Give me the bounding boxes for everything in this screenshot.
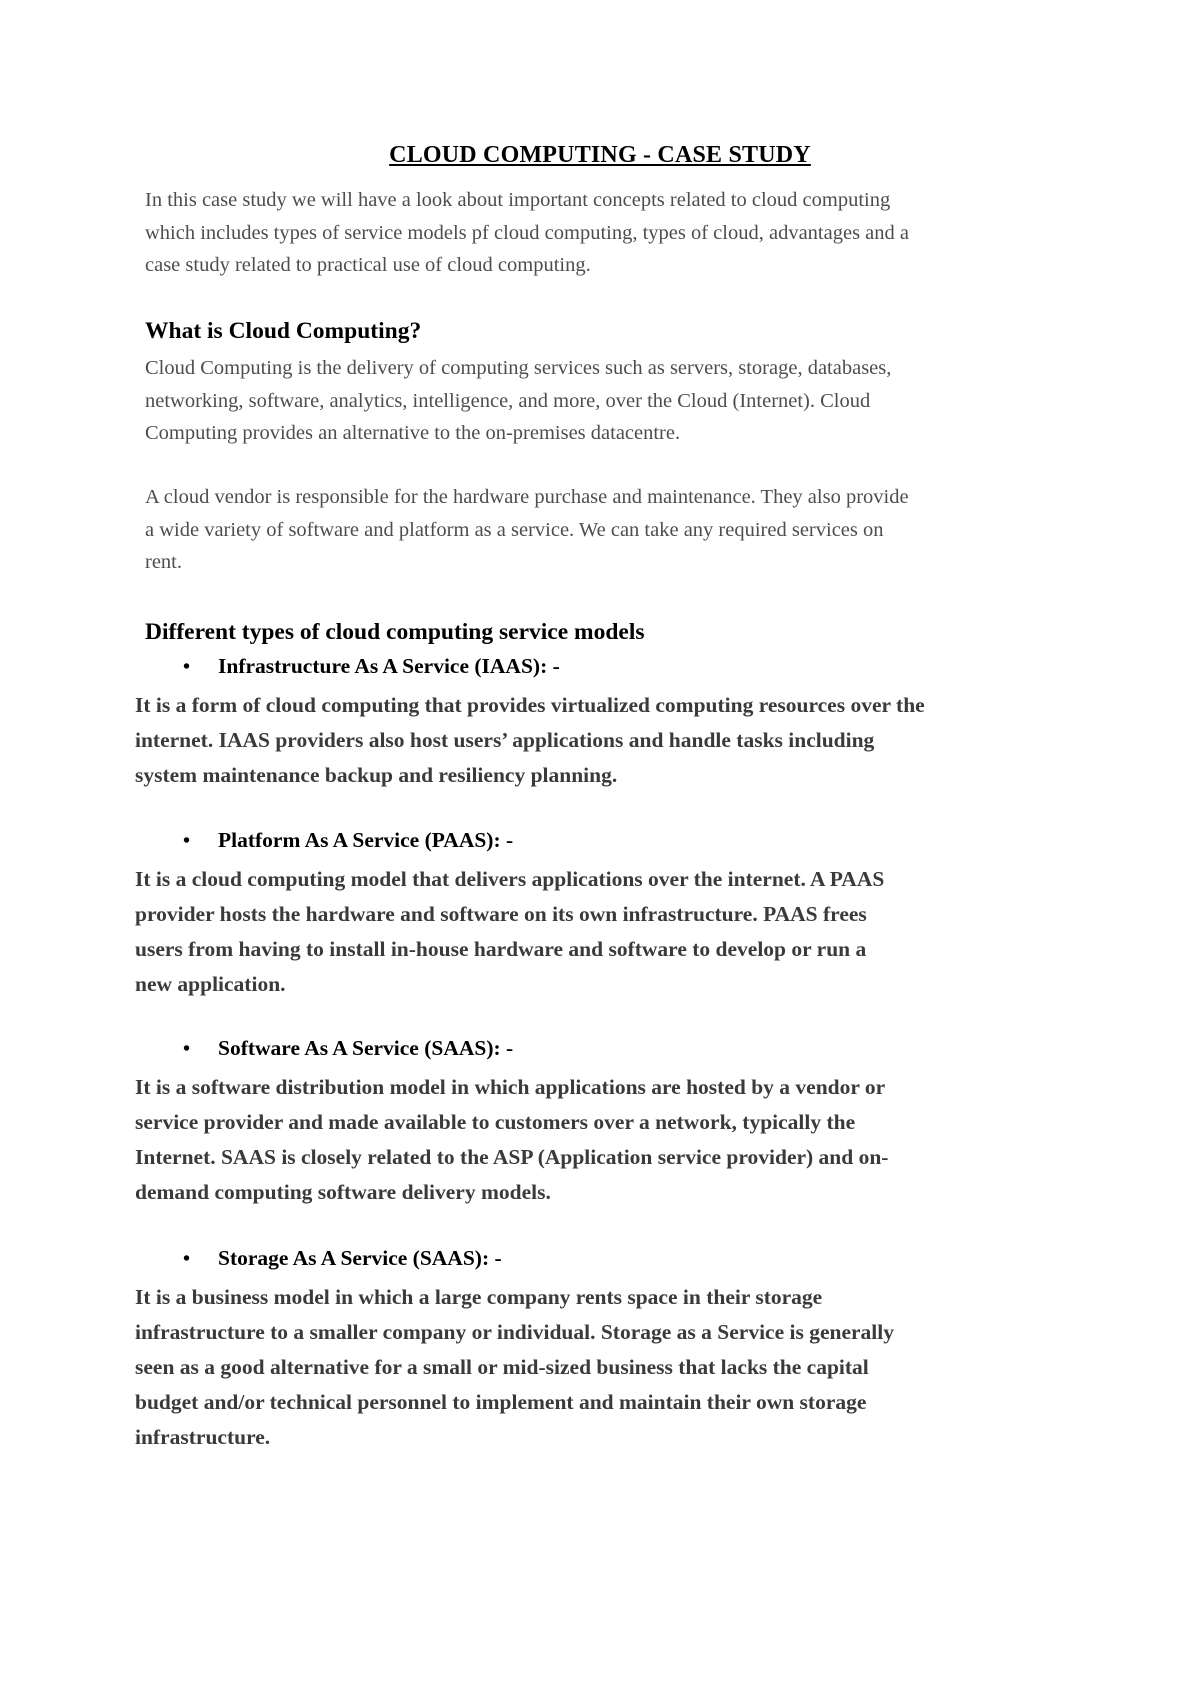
saas-description xyxy=(135,1070,1055,1210)
bullet-label: Infrastructure As A Service (IAAS): - xyxy=(218,654,560,678)
description-line: users from having to install in-house hardware and software to develop or run a xyxy=(135,937,867,961)
description-line: It is a form of cloud computing that provides virtualized computing resources over the xyxy=(135,693,925,717)
iaas-description xyxy=(135,688,1055,793)
bullet-label: Storage As A Service (SAAS): - xyxy=(218,1246,502,1270)
storage-description xyxy=(135,1280,1055,1455)
description-line: demand computing software delivery models. xyxy=(135,1180,551,1204)
what-is-paragraph-2 xyxy=(145,481,1075,579)
description-line: It is a software distribution model in which applications are hosted by a vendor or xyxy=(135,1075,886,1099)
bullet-storage xyxy=(183,1246,502,1271)
description-line: provider hosts the hardware and software on its own infrastructure. PAAS frees xyxy=(135,902,867,926)
bullet-paas xyxy=(183,828,513,853)
paas-description xyxy=(135,862,1055,1002)
what-is-heading: What is Cloud Computing? xyxy=(145,318,422,344)
bullet-icon: • xyxy=(183,1038,191,1060)
description-line: new application. xyxy=(135,972,286,996)
paragraph-line: rent. xyxy=(145,551,182,573)
paragraph-line: A cloud vendor is responsible for the hardware purchase and maintenance. They also provide xyxy=(145,486,909,508)
document-title: CLOUD COMPUTING - CASE STUDY xyxy=(389,142,811,168)
description-line: seen as a good alternative for a small or mid-sized business that lacks the capital xyxy=(135,1355,869,1379)
paragraph-line: Cloud Computing is the delivery of computing services such as servers, storage, databases, xyxy=(145,357,892,379)
intro-line: which includes types of service models pf cloud computing, types of cloud, advantages and a xyxy=(145,221,909,244)
bullet-label: Software As A Service (SAAS): - xyxy=(218,1036,514,1060)
description-line: Internet. SAAS is closely related to the ASP (Application service provider) and on- xyxy=(135,1145,889,1169)
bullet-saas xyxy=(183,1036,513,1061)
description-line: infrastructure to a smaller company or individual. Storage as a Service is generally xyxy=(135,1320,895,1344)
description-line: service provider and made available to customers over a network, typically the xyxy=(135,1110,856,1134)
description-line: infrastructure. xyxy=(135,1425,271,1449)
description-line: It is a business model in which a large company rents space in their storage xyxy=(135,1285,823,1309)
service-models-heading: Different types of cloud computing service models xyxy=(145,619,645,645)
paragraph-line: networking, software, analytics, intelligence, and more, over the Cloud (Internet). Cloud xyxy=(145,389,871,412)
bullet-icon: • xyxy=(183,656,191,678)
intro-paragraph xyxy=(145,184,1075,282)
description-line: internet. IAAS providers also host users’ applications and handle tasks including xyxy=(135,728,875,752)
bullet-icon: • xyxy=(183,1248,191,1270)
paragraph-line: a wide variety of software and platform as a service. We can take any required services on xyxy=(145,518,884,541)
paragraph-line: Computing provides an alternative to the on-premises datacentre. xyxy=(145,422,681,444)
bullet-label: Platform As A Service (PAAS): - xyxy=(218,828,514,852)
intro-line: case study related to practical use of cloud computing. xyxy=(145,254,591,276)
bullet-iaas xyxy=(183,654,560,679)
bullet-icon: • xyxy=(183,830,191,852)
description-line: It is a cloud computing model that delivers applications over the internet. A PAAS xyxy=(135,867,885,891)
what-is-paragraph-1 xyxy=(145,352,1075,450)
description-line: budget and/or technical personnel to implement and maintain their own storage xyxy=(135,1390,867,1414)
description-line: system maintenance backup and resiliency planning. xyxy=(135,763,618,787)
intro-line: In this case study we will have a look about important concepts related to cloud computing xyxy=(145,189,891,211)
